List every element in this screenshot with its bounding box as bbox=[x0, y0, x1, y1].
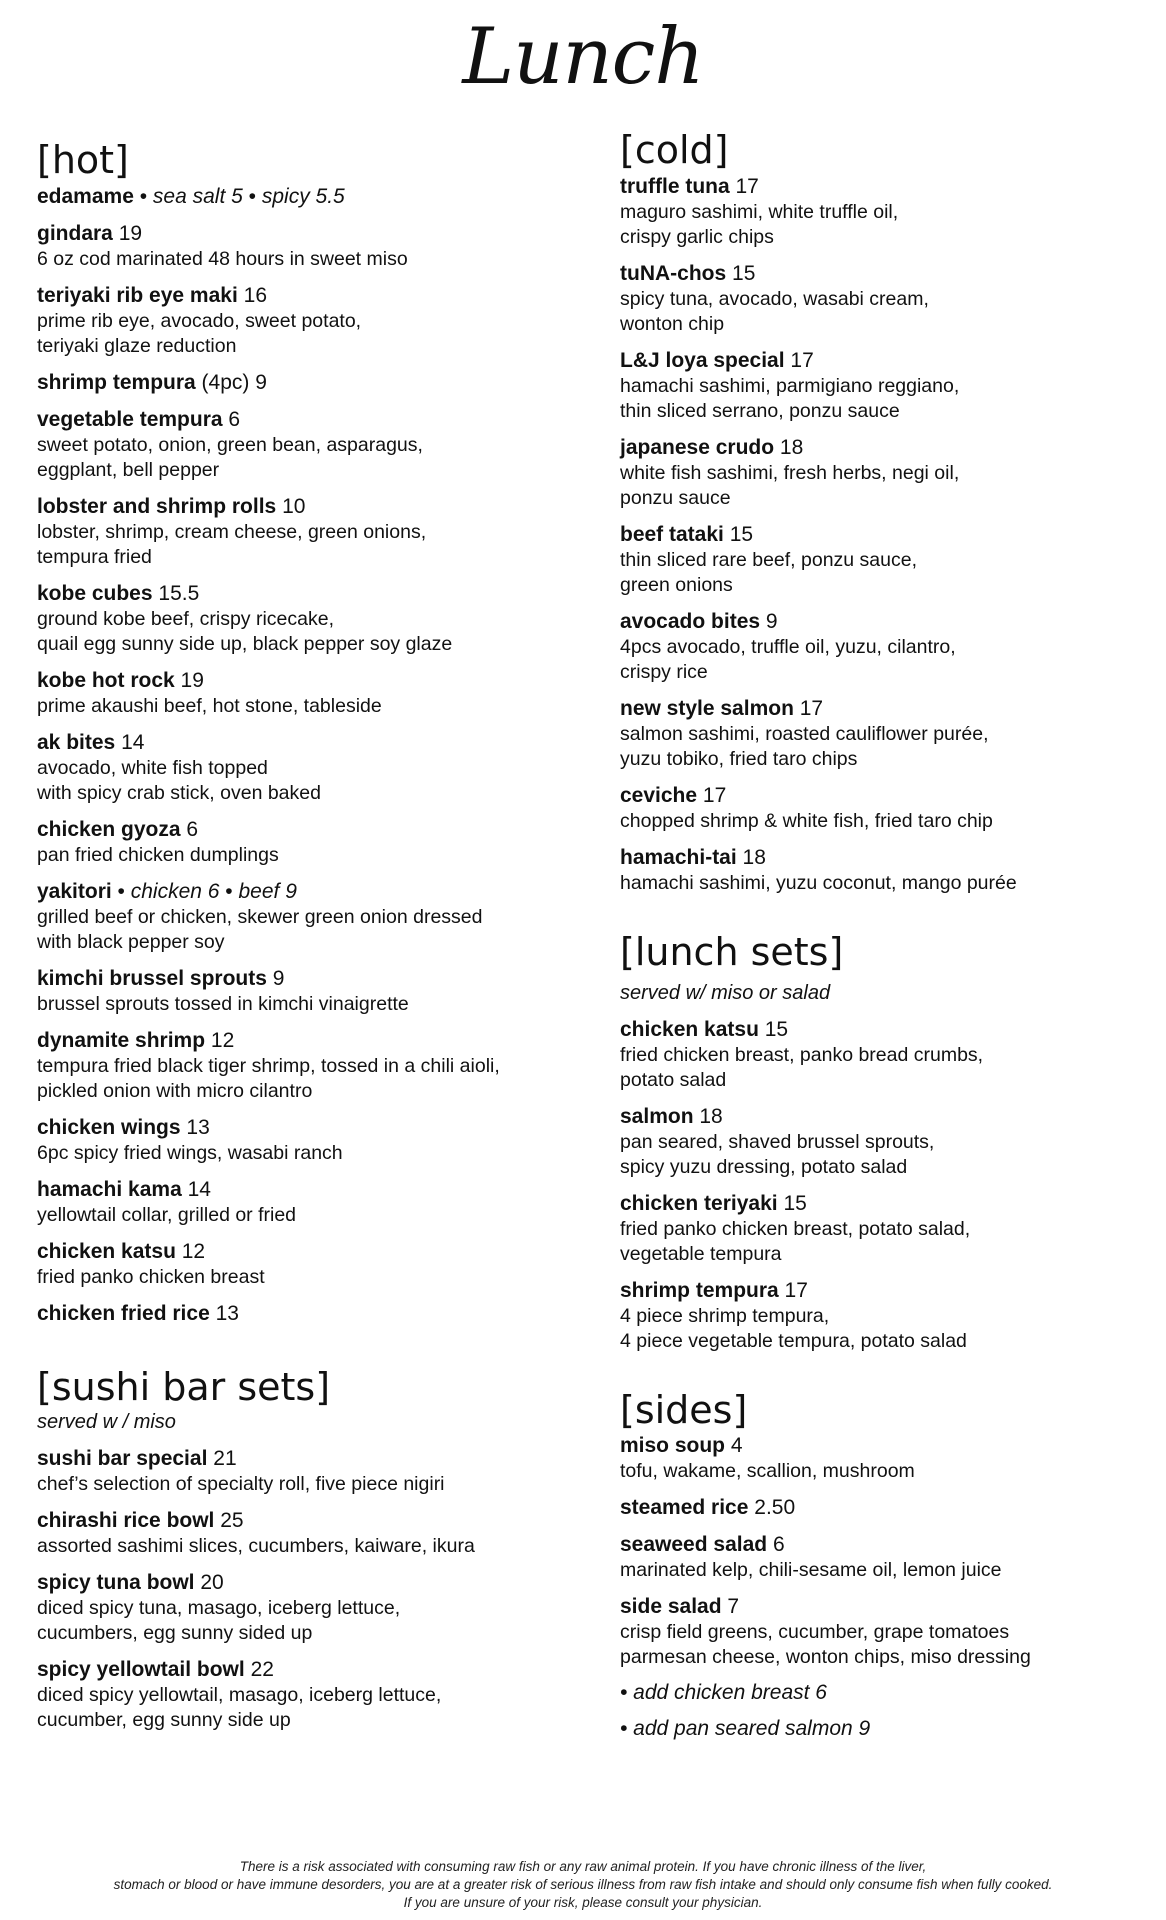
item-price: 6 bbox=[228, 407, 241, 431]
item-price: 17 bbox=[784, 1278, 808, 1302]
item-description: ground kobe beef, crispy ricecake, bbox=[37, 607, 334, 630]
item-price: 9 bbox=[272, 966, 285, 990]
cold-items bbox=[620, 174, 1150, 896]
menu-item-edamame bbox=[37, 184, 577, 210]
item-description: 4 piece shrimp tempura, bbox=[620, 1304, 830, 1327]
item-description: yellowtail collar, grilled or fried bbox=[37, 1203, 297, 1226]
item-price: 15 bbox=[764, 1017, 789, 1041]
item-description: chef’s selection of specialty roll, five piece nigiri bbox=[37, 1472, 445, 1495]
item-description: hamachi sashimi, parmigiano reggiano, bbox=[620, 374, 960, 397]
menu-item bbox=[37, 966, 577, 1017]
item-name: dynamite shrimp bbox=[37, 1028, 206, 1052]
item-description: prime rib eye, avocado, sweet potato, bbox=[37, 309, 362, 332]
item-description: yuzu tobiko, fried taro chips bbox=[620, 747, 858, 770]
menu-item bbox=[37, 817, 577, 868]
bullet: • bbox=[111, 879, 131, 903]
item-price: 12 bbox=[210, 1028, 235, 1052]
item-price: 22 bbox=[250, 1657, 274, 1681]
item-name: sushi bar special bbox=[37, 1446, 208, 1470]
menu-item bbox=[37, 1508, 577, 1559]
item-price: 14 bbox=[121, 730, 145, 754]
item-name: kimchi brussel sprouts bbox=[37, 966, 267, 990]
item-name: shrimp tempura bbox=[620, 1278, 779, 1302]
item-description: pan fried chicken dumplings bbox=[37, 843, 279, 866]
bullet: • bbox=[242, 184, 262, 208]
item-name: chicken fried rice bbox=[37, 1301, 210, 1325]
item-price: 2.50 bbox=[754, 1496, 796, 1520]
item-description: ponzu sauce bbox=[620, 486, 731, 509]
item-price: 18 bbox=[742, 845, 766, 869]
item-name: avocado bites bbox=[620, 609, 761, 633]
item-description: pan seared, shaved brussel sprouts, bbox=[620, 1130, 935, 1153]
item-price: 9 bbox=[765, 609, 778, 633]
item-description: white fish sashimi, fresh herbs, negi oil, bbox=[620, 461, 960, 484]
item-price: 18 bbox=[779, 435, 804, 459]
item-description: diced spicy yellowtail, masago, iceberg lettuce, bbox=[37, 1683, 442, 1706]
item-name: chicken gyoza bbox=[37, 817, 181, 841]
option-label: chicken 6 bbox=[130, 879, 220, 903]
lunch-sets-section bbox=[620, 929, 1150, 1354]
addon-chicken: • add chicken breast 6 bbox=[620, 1681, 827, 1705]
item-name: lobster and shrimp rolls bbox=[37, 494, 277, 518]
item-description: crisp field greens, cucumber, grape tomatoes bbox=[620, 1621, 1010, 1644]
item-price: 17 bbox=[702, 783, 727, 807]
menu-item bbox=[620, 783, 1150, 834]
bullet: • bbox=[219, 879, 239, 903]
item-price: 10 bbox=[282, 494, 306, 518]
item-price: 6 bbox=[186, 817, 199, 841]
item-description: grilled beef or chicken, skewer green onion dressed bbox=[37, 905, 483, 928]
item-description: chopped shrimp & white fish, fried taro chip bbox=[620, 809, 993, 832]
item-price: 17 bbox=[799, 696, 824, 720]
item-name: ak bites bbox=[37, 730, 116, 754]
menu-item bbox=[620, 522, 1150, 598]
item-description: tempura fried bbox=[37, 545, 152, 568]
item-description: diced spicy tuna, masago, iceberg lettuce, bbox=[37, 1596, 401, 1619]
item-name: shrimp tempura bbox=[37, 370, 196, 394]
item-name: chirashi rice bowl bbox=[37, 1508, 215, 1532]
menu-item bbox=[620, 174, 1150, 250]
item-name: side salad bbox=[620, 1595, 722, 1619]
menu-item bbox=[620, 435, 1150, 511]
left-column bbox=[37, 140, 577, 1733]
item-description: spicy tuna, avocado, wasabi cream, bbox=[620, 287, 929, 310]
cold-heading: [cold] bbox=[620, 128, 729, 172]
lunch-sets-note: served w/ miso or salad bbox=[620, 981, 831, 1004]
item-price: 6 bbox=[772, 1533, 785, 1557]
menu-item bbox=[37, 370, 577, 396]
item-description: tempura fried black tiger shrimp, tossed in a chili aioli, bbox=[37, 1054, 500, 1077]
item-price: 17 bbox=[735, 174, 759, 198]
item-price: 4 bbox=[730, 1434, 743, 1458]
lunch-set-items bbox=[620, 1017, 1150, 1354]
item-name: yakitori bbox=[37, 879, 112, 903]
menu-item bbox=[620, 1278, 1150, 1354]
item-description: cucumbers, egg sunny sided up bbox=[37, 1621, 313, 1644]
item-description: fried panko chicken breast bbox=[37, 1265, 265, 1288]
item-description: sweet potato, onion, green bean, asparagus, bbox=[37, 433, 423, 456]
sides-heading: [sides] bbox=[620, 1387, 748, 1432]
item-price: 20 bbox=[200, 1570, 224, 1594]
item-price: 12 bbox=[181, 1239, 206, 1263]
menu-item bbox=[37, 668, 577, 719]
menu-item bbox=[37, 407, 577, 483]
item-name: chicken katsu bbox=[620, 1017, 759, 1041]
hot-items bbox=[37, 221, 577, 868]
item-name: chicken teriyaki bbox=[620, 1191, 778, 1215]
item-description: with black pepper soy bbox=[37, 930, 225, 953]
item-description: with spicy crab stick, oven baked bbox=[37, 781, 321, 804]
menu-item bbox=[620, 1104, 1150, 1180]
item-price: 16 bbox=[243, 283, 267, 307]
menu-item bbox=[620, 609, 1150, 685]
item-name: gindara bbox=[37, 221, 113, 245]
disclaimer-line: stomach or blood or have immune desorders, you are at a greater risk of serious illness from raw fish intake and should only consume fish when fully cooked. bbox=[113, 1877, 1053, 1892]
menu-item bbox=[620, 696, 1150, 772]
item-description: potato salad bbox=[620, 1068, 727, 1091]
item-description: 4pcs avocado, truffle oil, yuzu, cilantro, bbox=[620, 635, 956, 658]
item-price: 18 bbox=[699, 1104, 723, 1128]
item-name: tuNA-chos bbox=[620, 261, 727, 285]
item-price: 13 bbox=[186, 1115, 210, 1139]
bullet: • bbox=[133, 184, 153, 208]
item-name: new style salmon bbox=[620, 696, 794, 720]
sides-section bbox=[620, 1387, 1150, 1743]
item-description: wonton chip bbox=[620, 312, 725, 335]
item-name: spicy yellowtail bowl bbox=[37, 1657, 245, 1681]
item-description: 4 piece vegetable tempura, potato salad bbox=[620, 1329, 967, 1352]
item-description: assorted sashimi slices, cucumbers, kaiware, ikura bbox=[37, 1534, 475, 1557]
item-price: 15.5 bbox=[158, 581, 200, 605]
menu-item bbox=[37, 1177, 577, 1228]
item-name: miso soup bbox=[620, 1434, 726, 1458]
addon-salmon: • add pan seared salmon 9 bbox=[620, 1717, 871, 1741]
menu-item bbox=[37, 1570, 577, 1646]
item-price: 19 bbox=[180, 668, 204, 692]
option-label: spicy 5.5 bbox=[261, 184, 345, 208]
menu-item bbox=[37, 494, 577, 570]
item-name: teriyaki rib eye maki bbox=[37, 283, 238, 307]
item-description: pickled onion with micro cilantro bbox=[37, 1079, 313, 1102]
item-description: 6pc spicy fried wings, wasabi ranch bbox=[37, 1141, 343, 1164]
menu-item bbox=[620, 1191, 1150, 1267]
menu-item-yakitori bbox=[37, 879, 577, 955]
item-description: vegetable tempura bbox=[620, 1242, 782, 1265]
menu-item bbox=[620, 1433, 1150, 1484]
item-description: crispy rice bbox=[620, 660, 708, 683]
hot-items-continued bbox=[37, 966, 577, 1327]
item-description: tofu, wakame, scallion, mushroom bbox=[620, 1460, 915, 1483]
sushi-bar-sets-heading: [sushi bar sets] bbox=[37, 1364, 331, 1409]
item-name: salmon bbox=[620, 1104, 694, 1128]
menu-item bbox=[37, 1239, 577, 1290]
item-name: chicken wings bbox=[37, 1115, 181, 1139]
item-description: parmesan cheese, wonton chips, miso dressing bbox=[620, 1646, 1031, 1669]
item-price: 25 bbox=[220, 1508, 244, 1532]
item-name: spicy tuna bowl bbox=[37, 1570, 195, 1594]
item-name: hamachi-tai bbox=[620, 845, 737, 869]
menu-item bbox=[620, 1495, 1150, 1521]
item-description: crispy garlic chips bbox=[620, 225, 774, 248]
item-price: 17 bbox=[790, 348, 814, 372]
item-name: truffle tuna bbox=[620, 174, 730, 198]
menu-item bbox=[37, 1657, 577, 1733]
item-name: steamed rice bbox=[620, 1496, 749, 1520]
menu-item bbox=[37, 581, 577, 657]
item-description: lobster, shrimp, cream cheese, green onions, bbox=[37, 520, 427, 543]
item-description: thin sliced rare beef, ponzu sauce, bbox=[620, 548, 918, 571]
item-description: marinated kelp, chili-sesame oil, lemon juice bbox=[620, 1559, 1002, 1582]
page-title: Lunch bbox=[462, 12, 704, 102]
item-description: fried panko chicken breast, potato salad, bbox=[620, 1217, 971, 1240]
sides-items bbox=[620, 1433, 1150, 1670]
item-description: maguro sashimi, white truffle oil, bbox=[620, 200, 899, 223]
item-name: kobe hot rock bbox=[37, 668, 175, 692]
item-price: 13 bbox=[215, 1301, 239, 1325]
menu-item bbox=[620, 261, 1150, 337]
item-price: 15 bbox=[729, 522, 754, 546]
menu-item bbox=[37, 1115, 577, 1166]
menu-item bbox=[37, 221, 577, 272]
menu-item bbox=[37, 1446, 577, 1497]
item-description: avocado, white fish topped bbox=[37, 756, 268, 779]
item-description: green onions bbox=[620, 573, 733, 596]
item-name: edamame bbox=[37, 184, 134, 208]
menu-item bbox=[37, 1028, 577, 1104]
item-price: 14 bbox=[187, 1177, 211, 1201]
item-price: 19 bbox=[118, 221, 143, 245]
disclaimer bbox=[0, 1858, 1166, 1912]
item-name: vegetable tempura bbox=[37, 407, 223, 431]
menu-item bbox=[37, 730, 577, 806]
item-description: salmon sashimi, roasted cauliflower purée, bbox=[620, 722, 989, 745]
item-description: quail egg sunny side up, black pepper soy glaze bbox=[37, 632, 453, 655]
lunch-sets-heading: [lunch sets] bbox=[620, 929, 844, 974]
item-price: (4pc) 9 bbox=[201, 370, 267, 394]
item-description: brussel sprouts tossed in kimchi vinaigrette bbox=[37, 992, 409, 1015]
menu-item bbox=[620, 1594, 1150, 1670]
hot-heading: [hot] bbox=[37, 138, 129, 182]
item-description: teriyaki glaze reduction bbox=[37, 334, 237, 357]
menu-item bbox=[620, 1017, 1150, 1093]
sushi-bar-items bbox=[37, 1446, 577, 1733]
item-description: spicy yuzu dressing, potato salad bbox=[620, 1155, 908, 1178]
option-label: sea salt 5 bbox=[152, 184, 243, 208]
right-column bbox=[620, 130, 1150, 1742]
option-label: beef 9 bbox=[238, 879, 297, 903]
disclaimer-line: There is a risk associated with consuming raw fish or any raw animal protein. If you have chronic illness of the liver, bbox=[239, 1859, 927, 1874]
item-name: hamachi kama bbox=[37, 1177, 182, 1201]
menu-item bbox=[37, 1301, 577, 1327]
item-description: hamachi sashimi, yuzu coconut, mango purée bbox=[620, 871, 1017, 894]
item-name: L&J loya special bbox=[620, 348, 785, 372]
menu-item bbox=[620, 845, 1150, 896]
item-name: chicken katsu bbox=[37, 1239, 176, 1263]
item-price: 21 bbox=[213, 1446, 237, 1470]
item-description: prime akaushi beef, hot stone, tableside bbox=[37, 694, 382, 717]
item-name: kobe cubes bbox=[37, 581, 153, 605]
menu-item bbox=[37, 283, 577, 359]
item-description: fried chicken breast, panko bread crumbs, bbox=[620, 1043, 984, 1066]
item-price: 15 bbox=[783, 1191, 807, 1215]
sushi-bar-sets-note: served w / miso bbox=[37, 1410, 176, 1433]
sushi-bar-sets-section bbox=[37, 1364, 577, 1733]
item-description: eggplant, bell pepper bbox=[37, 458, 220, 481]
item-name: japanese crudo bbox=[620, 435, 775, 459]
menu-item bbox=[620, 1532, 1150, 1583]
item-name: ceviche bbox=[620, 783, 698, 807]
item-description: thin sliced serrano, ponzu sauce bbox=[620, 399, 900, 422]
menu-item bbox=[620, 348, 1150, 424]
item-name: beef tataki bbox=[620, 522, 724, 546]
item-description: cucumber, egg sunny side up bbox=[37, 1708, 291, 1731]
disclaimer-line: If you are unsure of your risk, please consult your physician. bbox=[403, 1895, 763, 1910]
item-name: seaweed salad bbox=[620, 1533, 768, 1557]
item-price: 7 bbox=[727, 1595, 740, 1619]
item-price: 15 bbox=[732, 261, 756, 285]
item-description: 6 oz cod marinated 48 hours in sweet miso bbox=[37, 247, 408, 270]
